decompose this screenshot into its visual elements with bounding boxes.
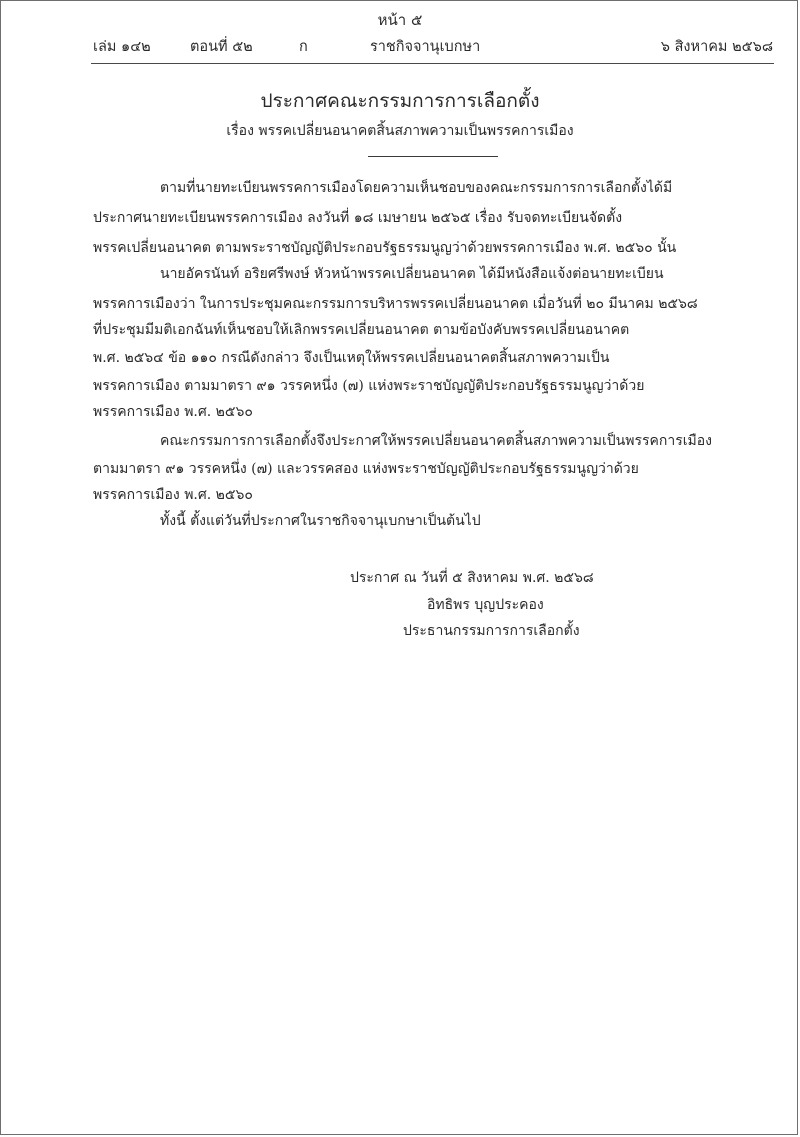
body-line: ตามมาตรา ๙๑ วรรคหนึ่ง (๗) และวรรคสอง แห่งพระราชบัญญัติประกอบรัฐธรรมนูญว่าด้วย bbox=[93, 461, 639, 477]
body-line: นายอัครนันท์ อริยศรีพงษ์ หัวหน้าพรรคเปลี่ยนอนาคต ได้มีหนังสือแจ้งต่อนายทะเบียน bbox=[160, 266, 664, 282]
signer-position: ประธานกรรมการการเลือกตั้ง bbox=[403, 623, 580, 639]
body-line: พรรคเปลี่ยนอนาคต ตามพระราชบัญญัติประกอบรัฐธรรมนูญว่าด้วยพรรคการเมือง พ.ศ. ๒๕๖๐ นั้น bbox=[93, 240, 677, 256]
part-number: ตอนที่ ๕๒ bbox=[190, 39, 253, 55]
body-line: พรรคการเมืองว่า ในการประชุมคณะกรรมการบริหารพรรคเปลี่ยนอนาคต เมื่อวันที่ ๒๐ มีนาคม ๒๕๖๘ bbox=[93, 296, 698, 312]
title-divider bbox=[368, 156, 498, 157]
body-line: ทั้งนี้ ตั้งแต่วันที่ประกาศในราชกิจจานุเบกษาเป็นต้นไป bbox=[160, 513, 481, 529]
body-line: คณะกรรมการการเลือกตั้งจึงประกาศให้พรรคเปลี่ยนอนาคตสิ้นสภาพความเป็นพรรคการเมือง bbox=[160, 433, 713, 449]
body-line: พ.ศ. ๒๕๖๔ ข้อ ๑๑๐ กรณีดังกล่าว จึงเป็นเหตุให้พรรคเปลี่ยนอนาคตสิ้นสภาพความเป็น bbox=[93, 350, 610, 366]
body-line: พรรคการเมือง พ.ศ. ๒๕๖๐ bbox=[93, 404, 253, 420]
signer-name: อิทธิพร บุญประคอง bbox=[427, 597, 544, 613]
announcement-subject: เรื่อง พรรคเปลี่ยนอนาคตสิ้นสภาพความเป็นพรรคการเมือง bbox=[226, 123, 574, 139]
announcement-title: ประกาศคณะกรรมการการเลือกตั้ง bbox=[260, 90, 540, 112]
body-line: ที่ประชุมมีมติเอกฉันท์เห็นชอบให้เลิกพรรคเปลี่ยนอนาคต ตามข้อบังคับพรรคเปลี่ยนอนาคต bbox=[93, 322, 630, 338]
gazette-header bbox=[93, 35, 773, 57]
gazette-name: ราชกิจจานุเบกษา bbox=[370, 39, 481, 55]
section-letter: ก bbox=[299, 39, 308, 55]
signature-date: ประกาศ ณ วันที่ ๕ สิงหาคม พ.ศ. ๒๕๖๘ bbox=[350, 570, 594, 586]
header-rule bbox=[91, 63, 774, 64]
gazette-date: ๖ สิงหาคม ๒๕๖๘ bbox=[660, 39, 773, 55]
body-line: ตามที่นายทะเบียนพรรคการเมืองโดยความเห็นชอบของคณะกรรมการการเลือกตั้งได้มี bbox=[160, 180, 673, 196]
page-number: หน้า ๕ bbox=[377, 11, 423, 29]
body-line: พรรคการเมือง ตามมาตรา ๙๑ วรรคหนึ่ง (๗) แห่งพระราชบัญญัติประกอบรัฐธรรมนูญว่าด้วย bbox=[93, 378, 645, 394]
body-line: ประกาศนายทะเบียนพรรคการเมือง ลงวันที่ ๑๘ เมษายน ๒๕๖๕ เรื่อง รับจดทะเบียนจัดตั้ง bbox=[93, 210, 623, 226]
volume-number: เล่ม ๑๔๒ bbox=[93, 39, 151, 55]
body-line: พรรคการเมือง พ.ศ. ๒๕๖๐ bbox=[93, 487, 253, 503]
